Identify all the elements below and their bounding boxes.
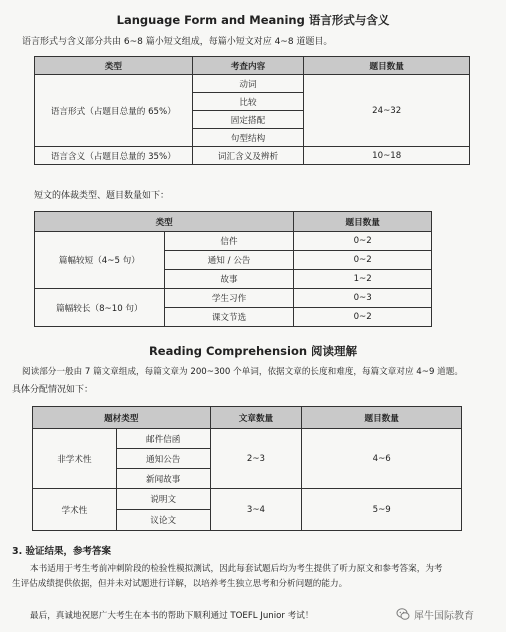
table-cell: 比较 xyxy=(192,93,304,111)
table-cell: 0~3 xyxy=(294,289,432,308)
table-cell-group: 篇幅较短（4~5 句） xyxy=(35,232,165,289)
table-cell: 1~2 xyxy=(294,270,432,289)
table-cell: 0~2 xyxy=(294,251,432,270)
table-cell: 邮件信函 xyxy=(116,429,210,449)
table-cell: 动词 xyxy=(192,75,304,93)
section3-para-line2: 生评估成绩提供依据，但并未对试题进行详解，以培养考生独立思考和分析问题的能力。 xyxy=(12,579,348,589)
table-cell-group: 篇幅较长（8~10 句） xyxy=(35,289,165,327)
table-cell: 课文节选 xyxy=(164,308,294,327)
table-cell-type: 语言形式（占题目总量的 65%） xyxy=(35,75,193,147)
table-cell: 0~2 xyxy=(294,308,432,327)
section1-intro: 语言形式与含义部分共由 6~8 篇小短文组成，每篇小短文对应 4~8 道题目。 xyxy=(22,37,333,47)
table-cell: 学生习作 xyxy=(164,289,294,308)
table-cell: 故事 xyxy=(164,270,294,289)
table-cell-group: 非学术性 xyxy=(33,429,117,489)
table-header: 类型 xyxy=(35,212,294,232)
table-language-form xyxy=(34,56,470,165)
table-cell: 0~2 xyxy=(294,232,432,251)
watermark-text: 犀牛国际教育 xyxy=(414,610,474,622)
table-cell: 句型结构 xyxy=(192,129,304,147)
table-cell: 说明文 xyxy=(116,489,210,510)
section3-para-line1: 本书适用于考生考前冲刺阶段的检验性模拟测试，因此每套试题后均为考生提供了听力原文和参考答案，为考 xyxy=(30,564,443,574)
section-title-reading: Reading Comprehension 阅读理解 xyxy=(148,344,358,358)
table-cell-count: 24~32 xyxy=(304,75,470,147)
section2-intro-line1: 阅读部分一般由 7 篇文章组成，每篇文章为 200~300 个单词，依据文章的长度和难度，每篇文章对应 4~9 道题。 xyxy=(22,367,463,377)
table-cell-articles: 3~4 xyxy=(210,489,302,531)
closing-line: 最后，真诚地祝愿广大考生在本书的帮助下顺利通过 TOEFL Junior 考试！ xyxy=(30,611,314,621)
table-header: 文章数量 xyxy=(210,407,302,429)
table-header: 题目数量 xyxy=(302,407,462,429)
table-cell-group: 学术性 xyxy=(33,489,117,531)
table-header: 题目数量 xyxy=(294,212,432,232)
table-text-types xyxy=(34,211,432,327)
table-cell-articles: 2~3 xyxy=(210,429,302,489)
table-cell: 通知公告 xyxy=(116,449,210,469)
table-cell: 固定搭配 xyxy=(192,111,304,129)
section3-heading: 3. 验证结果，参考答案 xyxy=(12,546,112,557)
table-cell-questions: 5~9 xyxy=(302,489,462,531)
table-cell: 词汇含义及辨析 xyxy=(192,147,304,165)
table-header: 考查内容 xyxy=(192,57,304,75)
section1-intro2: 短文的体裁类型、题目数量如下： xyxy=(34,191,170,201)
table-cell-type: 语言含义（占题目总量的 35%） xyxy=(35,147,193,165)
table-cell: 信件 xyxy=(164,232,294,251)
watermark xyxy=(396,604,500,624)
table-cell: 议论文 xyxy=(116,510,210,531)
table-header: 题材类型 xyxy=(33,407,211,429)
table-cell: 通知 / 公告 xyxy=(164,251,294,270)
section2-intro-line2: 具体分配情况如下： xyxy=(12,385,94,395)
table-cell: 新闻故事 xyxy=(116,469,210,489)
table-cell-questions: 4~6 xyxy=(302,429,462,489)
section-title-language-form: Language Form and Meaning 语言形式与含义 xyxy=(116,13,390,27)
wechat-icon xyxy=(396,607,410,621)
table-reading xyxy=(32,406,462,531)
table-cell-count: 10~18 xyxy=(304,147,470,165)
table-header: 类型 xyxy=(35,57,193,75)
table-header: 题目数量 xyxy=(304,57,470,75)
